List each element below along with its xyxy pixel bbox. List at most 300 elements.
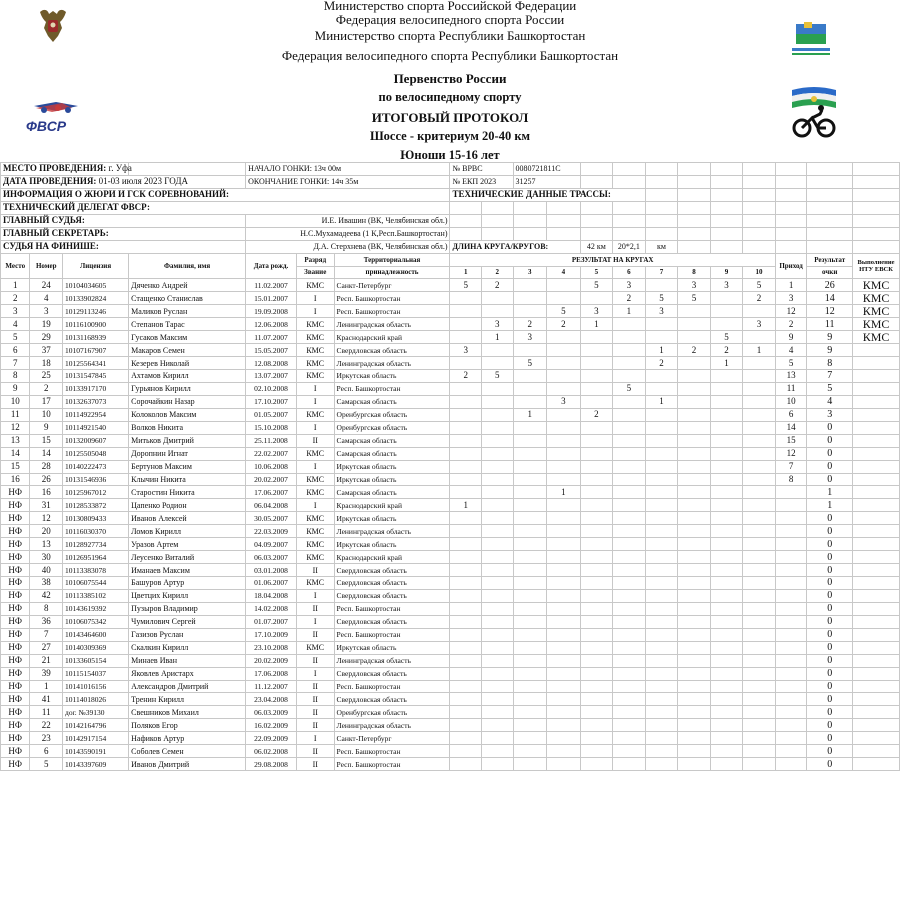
license-cell: 10113385102: [63, 589, 129, 602]
territory-cell: Санкт-Петербург: [334, 732, 450, 745]
lap-result-cell: [580, 512, 613, 525]
lap-result-cell: [547, 447, 581, 460]
lap-result-cell: [678, 357, 711, 370]
lap-result-cell: [678, 305, 711, 318]
lap-result-cell: [547, 706, 581, 719]
lap-number: 9: [710, 266, 743, 279]
place-cell: НФ: [1, 745, 30, 758]
lap-result-cell: [645, 564, 678, 577]
finish-cell: [775, 577, 807, 590]
lap-result-cell: [482, 408, 514, 421]
result-cell: 11: [807, 318, 853, 331]
name-cell: Скалкин Кирилл: [129, 641, 246, 654]
birth-cell: 01.06.2007: [246, 577, 297, 590]
lap-result-cell: [613, 460, 646, 473]
ntu-cell: [853, 628, 900, 641]
finish-cell: [775, 641, 807, 654]
lap-result-cell: [613, 680, 646, 693]
result-cell: 0: [807, 706, 853, 719]
lap-result-cell: [645, 473, 678, 486]
birth-cell: 17.10.2009: [246, 628, 297, 641]
lap-result-cell: [513, 758, 547, 771]
lap-result-cell: [710, 564, 743, 577]
finish-judge-label-cell: СУДЬЯ НА ФИНИШЕ:: [1, 240, 246, 253]
rank-cell: КМС: [296, 447, 334, 460]
number-cell: 37: [30, 344, 63, 357]
lap-result-cell: [513, 693, 547, 706]
table-row: [1, 382, 900, 395]
number-cell: 27: [30, 641, 63, 654]
number-cell: 40: [30, 564, 63, 577]
rank-cell: КМС: [296, 331, 334, 344]
birth-cell: 06.02.2008: [246, 745, 297, 758]
birth-cell: 20.02.2007: [246, 473, 297, 486]
lap-unit-cell: км: [645, 240, 678, 253]
lap-result-cell: [710, 408, 743, 421]
name-cell: Доропнин Игнат: [129, 447, 246, 460]
lap-result-cell: [450, 473, 482, 486]
license-cell: 10129113246: [63, 305, 129, 318]
lap-result-cell: [743, 370, 776, 383]
lap-result-cell: [580, 525, 613, 538]
lap-result-cell: [450, 408, 482, 421]
lap-result-cell: [482, 473, 514, 486]
lap-result-cell: [678, 499, 711, 512]
lap-result-cell: [743, 564, 776, 577]
lap-number: 7: [645, 266, 678, 279]
lap-result-cell: [580, 331, 613, 344]
number-cell: 11: [30, 706, 63, 719]
lap-result-cell: 1: [513, 408, 547, 421]
lap-result-cell: 1: [450, 499, 482, 512]
lap-result-cell: [482, 680, 514, 693]
lap-result-cell: [580, 421, 613, 434]
finish-cell: 12: [775, 305, 807, 318]
lap-result-cell: [450, 706, 482, 719]
lap-result-cell: [678, 473, 711, 486]
rank-cell: КМС: [296, 577, 334, 590]
territory-cell: Иркутская область: [334, 473, 450, 486]
lap-result-cell: [678, 460, 711, 473]
ntu-cell: [853, 577, 900, 590]
lap-result-cell: [482, 382, 514, 395]
lap-result-cell: [613, 745, 646, 758]
lap-result-cell: [645, 421, 678, 434]
lap-result-cell: [678, 680, 711, 693]
lap-result-cell: [513, 395, 547, 408]
name-cell: Сорочайкин Назар: [129, 395, 246, 408]
lap-result-cell: [645, 279, 678, 292]
lap-result-cell: [547, 331, 581, 344]
lap-result-cell: [580, 486, 613, 499]
lap-result-cell: [710, 370, 743, 383]
lap-result-cell: [580, 602, 613, 615]
territory-cell: Свердловская область: [334, 344, 450, 357]
track-cell: ТЕХНИЧЕСКИЕ ДАННЫЕ ТРАССЫ:: [450, 188, 645, 201]
number-cell: 41: [30, 693, 63, 706]
lap-result-cell: [743, 538, 776, 551]
lap-number: 1: [450, 266, 482, 279]
lap-result-cell: [743, 331, 776, 344]
territory-cell: Свердловская область: [334, 667, 450, 680]
lap-result-cell: [743, 408, 776, 421]
place-cell: НФ: [1, 758, 30, 771]
info-row-secretary: [1, 227, 900, 240]
place-cell: НФ: [1, 732, 30, 745]
lap-result-cell: [678, 331, 711, 344]
lap-result-cell: 5: [580, 279, 613, 292]
ntu-cell: КМС: [853, 292, 900, 305]
lap-result-cell: [513, 370, 547, 383]
lap-result-cell: [450, 628, 482, 641]
lap-result-cell: [710, 693, 743, 706]
finish-cell: 6: [775, 408, 807, 421]
territory-cell: Самарская область: [334, 395, 450, 408]
lap-result-cell: 5: [613, 382, 646, 395]
lap-result-cell: [547, 460, 581, 473]
number-cell: 2: [30, 382, 63, 395]
rank-cell: II: [296, 745, 334, 758]
table-row: [1, 758, 900, 771]
number-cell: 31: [30, 499, 63, 512]
lap-result-cell: [710, 421, 743, 434]
license-cell: 10116030370: [63, 525, 129, 538]
result-cell: 0: [807, 732, 853, 745]
finish-cell: 3: [775, 292, 807, 305]
license-cell: 10133902824: [63, 292, 129, 305]
table-row: [1, 395, 900, 408]
finish-cell: [775, 512, 807, 525]
lap-result-cell: [450, 331, 482, 344]
table-row: [1, 357, 900, 370]
ntu-cell: [853, 512, 900, 525]
birth-cell: 02.10.2008: [246, 382, 297, 395]
lap-result-cell: 1: [547, 486, 581, 499]
lap-result-cell: 3: [613, 279, 646, 292]
lap-result-cell: [613, 434, 646, 447]
lap-result-cell: [743, 512, 776, 525]
number-cell: 39: [30, 667, 63, 680]
number-cell: 24: [30, 279, 63, 292]
place-cell: НФ: [1, 525, 30, 538]
ntu-cell: [853, 499, 900, 512]
lap-result-cell: [710, 292, 743, 305]
finish-cell: [775, 486, 807, 499]
lap-result-cell: [482, 421, 514, 434]
ntu-cell: [853, 421, 900, 434]
result-cell: 0: [807, 628, 853, 641]
lap-result-cell: [547, 538, 581, 551]
lap-result-cell: [710, 719, 743, 732]
place-cell: 8: [1, 370, 30, 383]
lap-result-cell: [645, 331, 678, 344]
lap-result-cell: [513, 680, 547, 693]
title-sport: по велосипедному спорту: [378, 90, 522, 104]
lap-result-cell: [613, 370, 646, 383]
table-row: [1, 512, 900, 525]
table-row: [1, 628, 900, 641]
territory-cell: Ленинградская область: [334, 318, 450, 331]
birth-cell: 15.01.2007: [246, 292, 297, 305]
lap-result-cell: 5: [513, 357, 547, 370]
place-cell: 9: [1, 382, 30, 395]
number-cell: 13: [30, 538, 63, 551]
result-cell: 0: [807, 551, 853, 564]
ntu-cell: [853, 680, 900, 693]
lap-result-cell: [580, 615, 613, 628]
lap-result-cell: [580, 732, 613, 745]
birth-cell: 20.02.2009: [246, 654, 297, 667]
col-ntu: Выполнение НТУ ЕВСК: [853, 253, 900, 279]
lap-result-cell: [710, 551, 743, 564]
number-cell: 20: [30, 525, 63, 538]
territory-cell: Респ. Башкортостан: [334, 745, 450, 758]
lap-result-cell: [547, 421, 581, 434]
lap-result-cell: [580, 370, 613, 383]
ntu-cell: [853, 706, 900, 719]
info-row-place: [1, 163, 900, 176]
result-cell: 0: [807, 538, 853, 551]
number-cell: 7: [30, 628, 63, 641]
territory-cell: Респ. Башкортостан: [334, 758, 450, 771]
number-cell: 29: [30, 331, 63, 344]
result-cell: 0: [807, 667, 853, 680]
lap-number: 5: [580, 266, 613, 279]
license-cell: 10114018026: [63, 693, 129, 706]
lap-result-cell: [580, 641, 613, 654]
lap-result-cell: [613, 564, 646, 577]
lap-result-cell: [547, 473, 581, 486]
lap-result-cell: [743, 641, 776, 654]
lap-result-cell: [645, 602, 678, 615]
license-cell: 10131547845: [63, 370, 129, 383]
lap-result-cell: 2: [450, 370, 482, 383]
lap-result-cell: 1: [580, 318, 613, 331]
rank-cell: КМС: [296, 318, 334, 331]
lap-result-cell: [450, 538, 482, 551]
finish-cell: [775, 615, 807, 628]
lap-result-cell: [547, 382, 581, 395]
birth-cell: 16.02.2009: [246, 719, 297, 732]
lap-result-cell: [645, 318, 678, 331]
lap-result-cell: [613, 538, 646, 551]
lap-result-cell: [547, 344, 581, 357]
name-cell: Минаев Иван: [129, 654, 246, 667]
license-cell: 10114922954: [63, 408, 129, 421]
lap-result-cell: [743, 667, 776, 680]
lap-result-cell: 2: [645, 357, 678, 370]
license-cell: 10125967012: [63, 486, 129, 499]
lap-result-cell: [450, 382, 482, 395]
name-cell: Ломов Кирилл: [129, 525, 246, 538]
lap-result-cell: [513, 473, 547, 486]
lap-result-cell: [743, 654, 776, 667]
lap-result-cell: [710, 395, 743, 408]
lap-result-cell: [710, 473, 743, 486]
lap-result-cell: [547, 719, 581, 732]
finish-cell: 5: [775, 357, 807, 370]
number-cell: 18: [30, 357, 63, 370]
birth-cell: 30.05.2007: [246, 512, 297, 525]
rank-cell: КМС: [296, 525, 334, 538]
birth-cell: 13.07.2007: [246, 370, 297, 383]
birth-cell: 19.09.2008: [246, 305, 297, 318]
territory-cell: Свердловская область: [334, 615, 450, 628]
lap-result-cell: [482, 745, 514, 758]
license-cell: 10133605154: [63, 654, 129, 667]
lap-result-cell: [482, 344, 514, 357]
vrvs-label-cell: № ВРВС: [450, 163, 513, 176]
lap-result-cell: [645, 706, 678, 719]
lap-result-cell: 5: [678, 292, 711, 305]
finish-cell: 7: [775, 460, 807, 473]
finish-cell: [775, 628, 807, 641]
finish-cell: [775, 680, 807, 693]
lap-result-cell: [513, 719, 547, 732]
lap-result-cell: [482, 732, 514, 745]
territory-cell: Ленинградская область: [334, 357, 450, 370]
lap-result-cell: [743, 693, 776, 706]
ntu-cell: [853, 525, 900, 538]
license-cell: 10131546936: [63, 473, 129, 486]
lap-result-cell: [547, 641, 581, 654]
lap-number: 3: [513, 266, 547, 279]
finish-cell: 9: [775, 331, 807, 344]
info-row-jury: [1, 188, 900, 201]
lap-result-cell: [678, 551, 711, 564]
lap-result-cell: [482, 602, 514, 615]
lap-result-cell: [450, 421, 482, 434]
birth-cell: 22.02.2007: [246, 447, 297, 460]
lap-result-cell: [547, 525, 581, 538]
rank-cell: I: [296, 615, 334, 628]
lap-result-cell: [580, 589, 613, 602]
lap-result-cell: [645, 525, 678, 538]
license-cell: 10125505048: [63, 447, 129, 460]
result-cell: 5: [807, 382, 853, 395]
lap-result-cell: [743, 305, 776, 318]
table-row: [1, 564, 900, 577]
place-cell: 15: [1, 460, 30, 473]
license-cell: 10106075342: [63, 615, 129, 628]
finish-cell: [775, 745, 807, 758]
info-row-finish-judge: [1, 240, 900, 253]
territory-cell: Иркутская область: [334, 641, 450, 654]
lap-number: 4: [547, 266, 581, 279]
place-cell: 1: [1, 279, 30, 292]
lap-result-cell: [513, 447, 547, 460]
license-cell: 10106075544: [63, 577, 129, 590]
table-row: [1, 693, 900, 706]
lap-result-cell: [710, 577, 743, 590]
title-discipline: Шоссе - критериум 20-40 км: [369, 129, 531, 143]
lap-result-cell: [613, 473, 646, 486]
lap-result-cell: [580, 758, 613, 771]
number-cell: 16: [30, 486, 63, 499]
lap-result-cell: [743, 745, 776, 758]
lap-result-cell: [710, 680, 743, 693]
lap-result-cell: 3: [710, 279, 743, 292]
license-cell: 10125564341: [63, 357, 129, 370]
license-cell: 10126951964: [63, 551, 129, 564]
finish-cell: [775, 706, 807, 719]
judge-label-cell: ГЛАВНЫЙ СУДЬЯ:: [1, 214, 246, 227]
result-cell: 0: [807, 719, 853, 732]
secretary-label-cell: ГЛАВНЫЙ СЕКРЕТАРЬ:: [1, 227, 246, 240]
territory-cell: Респ. Башкортостан: [334, 628, 450, 641]
lap-result-cell: [547, 667, 581, 680]
name-cell: Клычин Никита: [129, 473, 246, 486]
name-cell: Иванов Дмитрий: [129, 758, 246, 771]
result-cell: 3: [807, 408, 853, 421]
place-cell: НФ: [1, 641, 30, 654]
jury-cell: ИНФОРМАЦИЯ О ЖЮРИ И ГСК СОРЕВНОВАНИЙ:: [1, 188, 450, 201]
lap-result-cell: 5: [743, 279, 776, 292]
lap-result-cell: [482, 706, 514, 719]
name-cell: Иванов Алексей: [129, 512, 246, 525]
lap-result-cell: [710, 382, 743, 395]
result-cell: 8: [807, 357, 853, 370]
lap-result-cell: 2: [743, 292, 776, 305]
lap-result-cell: [482, 589, 514, 602]
lap-result-cell: [613, 486, 646, 499]
lap-result-cell: [450, 551, 482, 564]
secretary-value-cell: Н.С.Мухамадеева (1 К,Респ.Башкортостан): [246, 227, 450, 240]
lap-result-cell: [645, 732, 678, 745]
lap-result-cell: [613, 693, 646, 706]
rank-cell: II: [296, 628, 334, 641]
name-cell: Степанов Тарас: [129, 318, 246, 331]
lap-result-cell: [482, 447, 514, 460]
col-place: Место: [1, 253, 30, 279]
lap-result-cell: [710, 499, 743, 512]
place-cell: НФ: [1, 564, 30, 577]
lap-result-cell: [743, 357, 776, 370]
lap-result-cell: 3: [547, 395, 581, 408]
lap-result-cell: [513, 577, 547, 590]
finish-cell: [775, 564, 807, 577]
lap-result-cell: [482, 628, 514, 641]
birth-cell: 17.10.2007: [246, 395, 297, 408]
lap-result-cell: [450, 357, 482, 370]
place-cell: НФ: [1, 551, 30, 564]
lap-result-cell: [678, 408, 711, 421]
birth-cell: 11.02.2007: [246, 279, 297, 292]
name-cell: Соболев Семен: [129, 745, 246, 758]
license-cell: 10140222473: [63, 460, 129, 473]
birth-cell: 22.03.2009: [246, 525, 297, 538]
number-cell: 42: [30, 589, 63, 602]
table-row: [1, 447, 900, 460]
birth-cell: 23.10.2008: [246, 641, 297, 654]
lap-result-cell: [513, 460, 547, 473]
result-cell: 0: [807, 641, 853, 654]
finish-cell: [775, 589, 807, 602]
rank-cell: КМС: [296, 473, 334, 486]
ntu-cell: [853, 382, 900, 395]
license-cell: 10133917170: [63, 382, 129, 395]
result-cell: 0: [807, 447, 853, 460]
table-row: [1, 706, 900, 719]
lap-result-cell: [513, 279, 547, 292]
number-cell: 8: [30, 602, 63, 615]
license-cell: 10130809433: [63, 512, 129, 525]
lap-result-cell: [743, 447, 776, 460]
lap-result-cell: [743, 486, 776, 499]
name-cell: Гурьянов Кирилл: [129, 382, 246, 395]
lap-result-cell: [547, 680, 581, 693]
lap-result-cell: [513, 628, 547, 641]
